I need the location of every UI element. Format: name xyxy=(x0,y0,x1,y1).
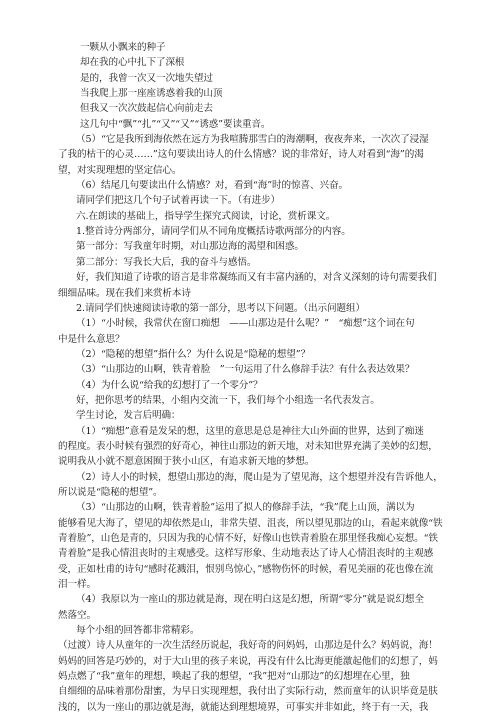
text-line: （4）为什么说“给我的幻想打了一个零分”？ xyxy=(76,379,263,391)
text-line: 受，正如杜甫的诗句“感时花溅泪，恨别鸟惊心，”感物伤怀的时候，看见美丽的花也像在流 xyxy=(58,563,434,575)
text-line: 青着脸”，山色是青的，只因为我的心情不好，好像山也铁青着脸在那里怪我痴心妄想。“铁 xyxy=(58,533,438,544)
text-line: 然落空。 xyxy=(58,609,96,621)
text-line: 自细细的品味着那份甜蜜，为早日实现理想，我付出了实际行动，然而童年的认识毕竟是肤 xyxy=(58,686,438,698)
text-line: 浅的，以为一座山的那边就是海，就能达到理想境界，可事实并非如此，终于有一天，我 xyxy=(58,701,429,713)
text-line: 请同学们把这几个句子试着再读一下。（有进步） xyxy=(76,195,281,207)
text-line: 妈妈的回答是巧妙的，对于大山里的孩子来说，再没有什么比海更能激起他们的幻想了，妈 xyxy=(58,655,438,667)
text-line: 六.在朗读的基础上，指导学生探究式阅读，讨论，赏析课文。 xyxy=(76,210,336,222)
text-line: 学生讨论，发言后明确： xyxy=(76,410,181,422)
text-line: 第一部分：写我童年时期，对山那边海的渴望和困惑。 xyxy=(76,241,304,253)
text-line: 但我又一次次鼓起信心向前走去 xyxy=(80,103,213,115)
text-line: （2）诗人小的时候，想望山那边的海，爬山是为了望见海，这个想望并没有告诉他人， xyxy=(76,471,443,483)
text-line: 能够看见大海了，望见的却依然是山，非常失望、沮丧，所以望见那边的山，看起来就像“铁 xyxy=(58,517,443,529)
document-body xyxy=(58,40,450,715)
text-line: （1）“痴想”意看是发呆的想，这里的意思是总是神往大山外面的世界，达到了痴迷 xyxy=(76,425,424,437)
text-line: 望，对实现理想的坚定信心。 xyxy=(58,164,182,176)
text-line: 泪一样。 xyxy=(58,579,96,591)
text-line: 2.请同学们快速阅读诗歌的第一部分，思考以下问题。（出示问题组） xyxy=(76,302,365,314)
text-line: 细细品味。现在我们来赏析本诗 xyxy=(58,287,191,299)
text-line: 妈点燃了“我”童年的理想，唤起了我的想望，“我”把对“山那边”的幻想埋在心里，独 xyxy=(58,671,410,683)
text-line: （3）“山那边的山啊，铁青着脸 ”一句运用了什么修辞手法？有什么表达效果？ xyxy=(76,364,415,376)
text-line: 中是什么意思？ xyxy=(58,333,125,345)
text-line: （3）“山那边的山啊，铁青着脸”运用了拟人的修辞手法，“我”爬上山顶，满以为 xyxy=(76,502,415,514)
text-line: 青着脸”是我心情沮丧时的主观感受。这样写形象、生动地表达了诗人心情沮丧时的主观感 xyxy=(58,548,434,560)
text-line: 好，把你思考的结果，小组内交流一下，我们每个小组选一名代表发言。 xyxy=(76,394,380,406)
text-line: 是的，我曾一次又一次地失望过 xyxy=(80,72,213,84)
text-line: 所以说是“隐秘的想望”。 xyxy=(58,486,163,498)
text-line: 每个小组的回答都非常精彩。 xyxy=(76,625,200,637)
text-line: （4）我原以为一座山的那边就是海，现在明白这是幻想，所谓“零分”就是说幻想全 xyxy=(76,594,424,606)
text-line: 这几句中“飘”“扎”“又”“又”“诱惑”要读重音。 xyxy=(80,118,271,130)
text-line: （1）“小时候，我常伏在窗口痴想 ——山那边是什么呢？” “痴想”这个词在句 xyxy=(76,318,415,330)
text-line: 了我的枯干的心灵……”这句要读出诗人的什么情感？说的非常好，诗人对看到“海”的渴 xyxy=(58,149,424,161)
text-line: 说明我从小就不愿意困囿于狭小山区，有追求新天地的梦想。 xyxy=(58,456,315,468)
text-line: 的程度。表小时候有强烈的好奇心，神往山那边的新天地，对未知世界充满了美妙的幻想， xyxy=(58,440,438,452)
text-line: （2）“隐秘的想望”指什么？为什么说是“隐秘的想望”？ xyxy=(76,348,311,360)
text-line: 一颗从小飘来的种子 xyxy=(80,42,166,53)
text-line: （5）“它是我所到海依然在远方为我喧腾那雪白的海潮啊，夜夜奔来，一次次了浸湿 xyxy=(76,134,429,146)
text-line: 当我爬上那一座座诱惑着我的山顶 xyxy=(80,88,223,100)
text-line: 第二部分：写我长大后，我的奋斗与感悟。 xyxy=(76,256,257,268)
text-line: 好，我们知道了诗歌的语言是非常凝练而又有丰富内涵的，对含义深刻的诗句需要我们 xyxy=(76,272,437,284)
text-line: 1.整首诗分两部分，请同学们从不同角度概括诗歌两部分的内容。 xyxy=(76,226,351,238)
text-line: （过渡）诗人从童年的一次生活经历说起，我好奇的问妈妈，山那边是什么？妈妈说，海！ xyxy=(58,640,438,652)
text-line: 却在我的心中扎下了深根 xyxy=(80,57,185,69)
text-line: （6）结尾几句要读出什么情感？对，看到“海”时的惊喜、兴奋。 xyxy=(76,180,348,192)
